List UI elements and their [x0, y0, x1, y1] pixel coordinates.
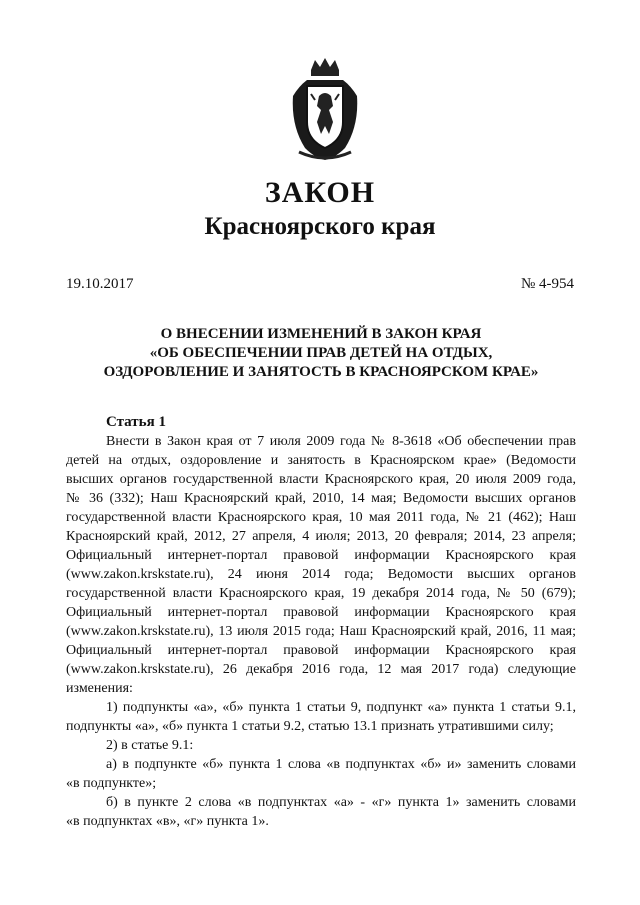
body-line: «в подпунктах «в», «г» пункта 1».: [66, 814, 269, 829]
body-line: 2) в статье 9.1:: [106, 738, 194, 753]
body-line: детей на отдых, оздоровление и занятость в Красноярском крае» (Ведомости: [66, 453, 576, 468]
law-title: ЗАКОН: [264, 176, 376, 209]
body-line: (www.zakon.krskstate.ru), 13 июля 2015 года; Наш Красноярский край, 2016, 11 мая;: [66, 624, 576, 639]
article-label: Статья 1: [106, 414, 166, 430]
body-line: Официальный интернет-портал правовой информации Красноярского края: [66, 643, 576, 658]
body-line: изменения:: [66, 681, 133, 696]
heading-line: О ВНЕСЕНИИ ИЗМЕНЕНИЙ В ЗАКОН КРАЯ: [160, 326, 482, 342]
article-body: [66, 432, 576, 831]
coat-of-arms-emblem: [285, 56, 365, 166]
heading-line: «ОБ ОБЕСПЕЧЕНИИ ПРАВ ДЕТЕЙ НА ОТДЫХ,: [149, 345, 493, 361]
body-line: Красноярский край, 2012, 27 апреля, 4 июля; 2013, 20 февраля; 2014, 23 апреля;: [66, 529, 576, 544]
body-line: государственной власти Красноярского края, 10 мая 2011 года, № 21 (462); Наш: [66, 510, 576, 525]
document-date: 19.10.2017: [66, 276, 134, 292]
body-line: государственной власти Красноярского края, 19 декабря 2014 года, № 50 (679);: [66, 586, 576, 601]
body-line: 1) подпункты «а», «б» пункта 1 статьи 9, подпункт «а» пункта 1 статьи 9.1,: [106, 700, 576, 715]
heading-line: ОЗДОРОВЛЕНИЕ И ЗАНЯТОСТЬ В КРАСНОЯРСКОМ КРАЕ»: [103, 364, 539, 380]
body-line: Внести в Закон края от 7 июля 2009 года № 8-3618 «Об обеспечении прав: [106, 434, 576, 449]
law-subtitle: Красноярского края: [204, 213, 436, 240]
body-line: Официальный интернет-портал правовой информации Красноярского края: [66, 605, 576, 620]
body-line: Официальный интернет-портал правовой информации Красноярского края: [66, 548, 576, 563]
body-line: а) в подпункте «б» пункта 1 слова «в подпунктах «б» и» заменить словами: [106, 757, 576, 772]
body-line: «в подпункте»;: [66, 776, 157, 791]
body-line: (www.zakon.krskstate.ru), 24 июня 2014 года; Ведомости высших органов: [66, 567, 576, 582]
body-line: № 36 (332); Наш Красноярский край, 2010, 14 мая; Ведомости высших органов: [66, 491, 576, 506]
law-heading: [66, 325, 576, 382]
body-line: высших органов государственной власти Красноярского края, 20 июля 2009 года,: [66, 472, 576, 487]
body-line: (www.zakon.krskstate.ru), 26 декабря 2016 года, 12 мая 2017 года) следующие: [66, 662, 576, 677]
body-line: подпункты «а», «б» пункта 1 статьи 9.2, статью 13.1 признать утратившими силу;: [66, 719, 554, 734]
body-line: б) в пункте 2 слова «в подпунктах «а» - «г» пункта 1» заменить словами: [106, 795, 576, 810]
document-number: № 4-954: [520, 276, 574, 292]
